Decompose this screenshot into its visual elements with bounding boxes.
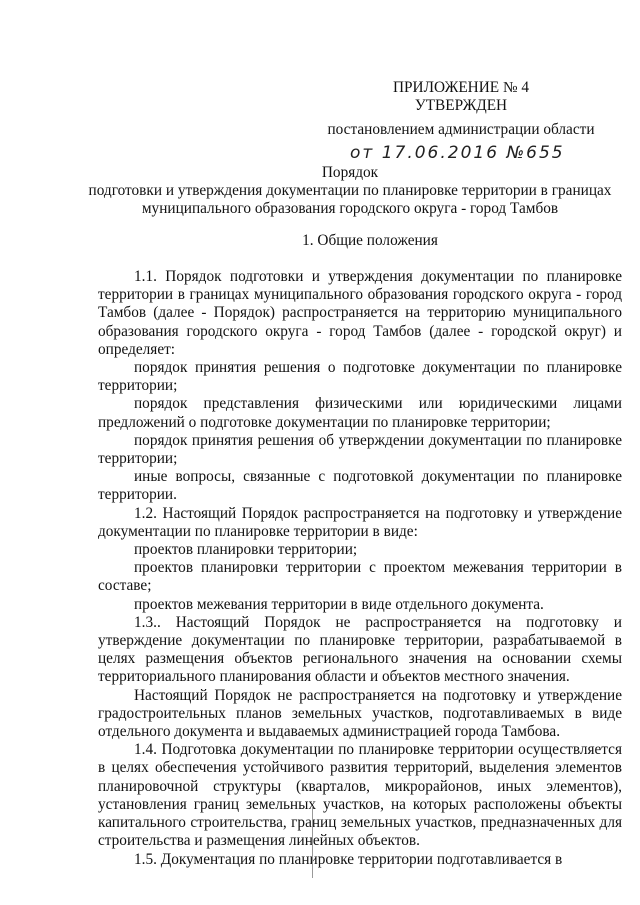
approved-label: УТВЕРЖДЕН xyxy=(414,97,508,115)
paragraph-1-3-extra: Настоящий Порядок не распространяется на подготовку и утверждение градостроительных планов земельных участков, подготавливаемых в виде отдельного документа и выдаваемых администрацией города Тамбова. xyxy=(98,686,622,741)
paragraph-1-2: 1.2. Настоящий Порядок распространяется на подготовку и утверждение документации по планировке территории в виде: xyxy=(98,504,622,540)
approval-header xyxy=(300,79,622,162)
appendix-number: ПРИЛОЖЕНИЕ № 4 xyxy=(392,79,530,96)
list-item-decision: порядок принятия решения о подготовке документации по планировке территории; xyxy=(98,359,622,395)
paragraph-1-1: 1.1. Порядок подготовки и утверждения документации по планировке территории в границах муниципального образования городского округа - город Тамбов (далее - Порядок) распространяется на территорию муниципального образования городского округа - город Тамбов (далее - городской округ) и определяет: xyxy=(98,268,622,358)
list-item-proposals: порядок представления физическими или юридическими лицами предложений о подготовке документации по планировке территории; xyxy=(98,395,622,431)
title-line-2: подготовки и утверждения документации по планировке территории в границах xyxy=(88,182,612,200)
title-line-1: Порядок xyxy=(321,164,379,181)
list-item-other: иные вопросы, связанные с подготовкой документации по планировке территории. xyxy=(98,468,622,504)
list-item-approval: порядок принятия решения об утверждении документации по планировке территории; xyxy=(98,431,622,468)
list-item-planning: проектов планировки территории; xyxy=(134,541,358,559)
section-heading: 1. Общие положения xyxy=(302,232,438,249)
document-body xyxy=(98,268,622,869)
list-item-survey: проектов межевания территории в виде отдельного документа. xyxy=(134,595,544,613)
title-line-3: муниципального образования городского округа - город Тамбов xyxy=(141,200,559,218)
paragraph-1-5: 1.5. Документация по планировке территории подготавливается в xyxy=(134,850,563,868)
scan-mark xyxy=(312,806,313,878)
document-title xyxy=(80,164,620,219)
list-item-planning-survey: проектов планировки территории с проектом межевания территории в составе; xyxy=(98,559,622,595)
paragraph-1-3: 1.3.. Настоящий Порядок не распространяется на подготовку и утверждение документации по планировке территории, разрабатываемой в целях размещения объектов регионального значения на основании схемы территориального планирования области и объектов местного значения. xyxy=(98,613,622,686)
handwritten-date-number: от 17.06.2016 №655 xyxy=(350,142,565,163)
paragraph-1-4: 1.4. Подготовка документации по планировке территории осуществляется в целях обеспечения устойчивого развития территорий, выделения элементов планировочной структуры (кварталов, микрорайонов, иных элементов), установления границ земельных участков, на которых расположены объекты капитального строительства, границ земельных участков, предназначенных для строительства и размещения линейных объектов. xyxy=(98,741,622,850)
resolution-label: постановлением администрации области xyxy=(327,121,595,139)
